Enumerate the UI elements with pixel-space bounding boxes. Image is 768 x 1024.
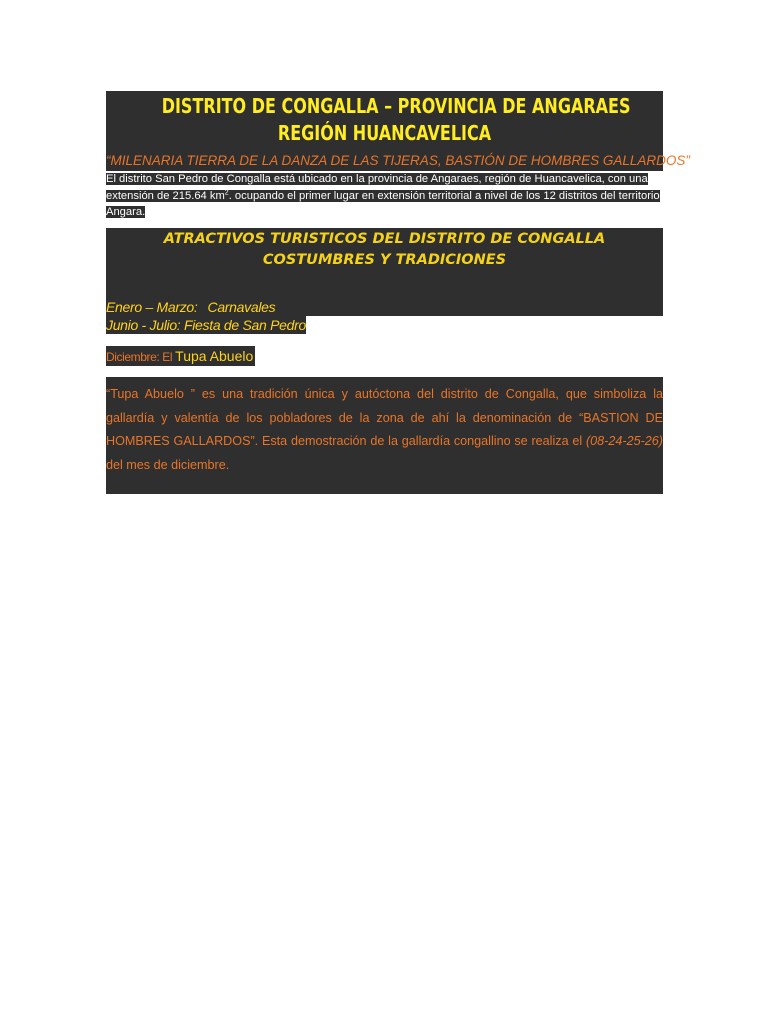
tupa-abuelo-panel bbox=[106, 377, 663, 494]
header-panel bbox=[106, 91, 690, 171]
tupa-abuelo-heading: Tupa Abuelo bbox=[175, 348, 254, 364]
event-name: Fiesta de San Pedro bbox=[184, 317, 306, 333]
attractions-title: ATRACTIVOS TURISTICOS DEL DISTRITO DE CONGALLA bbox=[163, 231, 606, 247]
event-item-san-pedro bbox=[106, 316, 306, 334]
intro-text-end: . ocupando el primer lugar en extensión territorial a nivel de los 12 distritos del territorio Angara. bbox=[106, 189, 660, 218]
event-months: Enero – Marzo: bbox=[106, 299, 198, 315]
intro-highlight bbox=[106, 173, 660, 218]
event-name: Carnavales bbox=[207, 299, 276, 315]
attractions-subtitle: COSTUMBRES Y TRADICIONES bbox=[262, 252, 507, 268]
event-months: Junio - Julio: bbox=[106, 317, 181, 333]
title-line-1: DISTRITO DE CONGALLA – PROVINCIA DE ANGARAES bbox=[161, 94, 631, 118]
intro-superscript: 2 bbox=[224, 188, 229, 196]
diciembre-label: Diciembre: El bbox=[106, 350, 173, 364]
intro-paragraph bbox=[106, 171, 663, 221]
tupa-text-main: “Tupa Abuelo ” es una tradición única y autóctona del distrito de Congalla, que simboliza la gallardía y valentía de los pobladores de la zona de ahí la denominación de “BASTION DE HOMBRES GALLARDOS”. Esta demostración de la gallardía congallino se realiza el bbox=[106, 387, 663, 448]
event-item-carnavales bbox=[106, 298, 281, 316]
intro-text: El distrito San Pedro de Congalla está ubicado en la provincia de Angaraes, región de Huancavelica, con una extensión de 215.64 km bbox=[106, 173, 648, 202]
title-line-2: REGIÓN HUANCAVELICA bbox=[277, 121, 492, 145]
tupa-text-end: del mes de diciembre. bbox=[106, 457, 230, 472]
subtitle: “MILENARIA TIERRA DE LA DANZA DE LAS TIJERAS, BASTIÓN DE HOMBRES GALLARDOS” bbox=[106, 153, 690, 168]
tupa-dates: (08-24-25-26) bbox=[585, 434, 663, 448]
diciembre-line bbox=[106, 346, 255, 366]
tupa-abuelo-description bbox=[106, 383, 663, 477]
